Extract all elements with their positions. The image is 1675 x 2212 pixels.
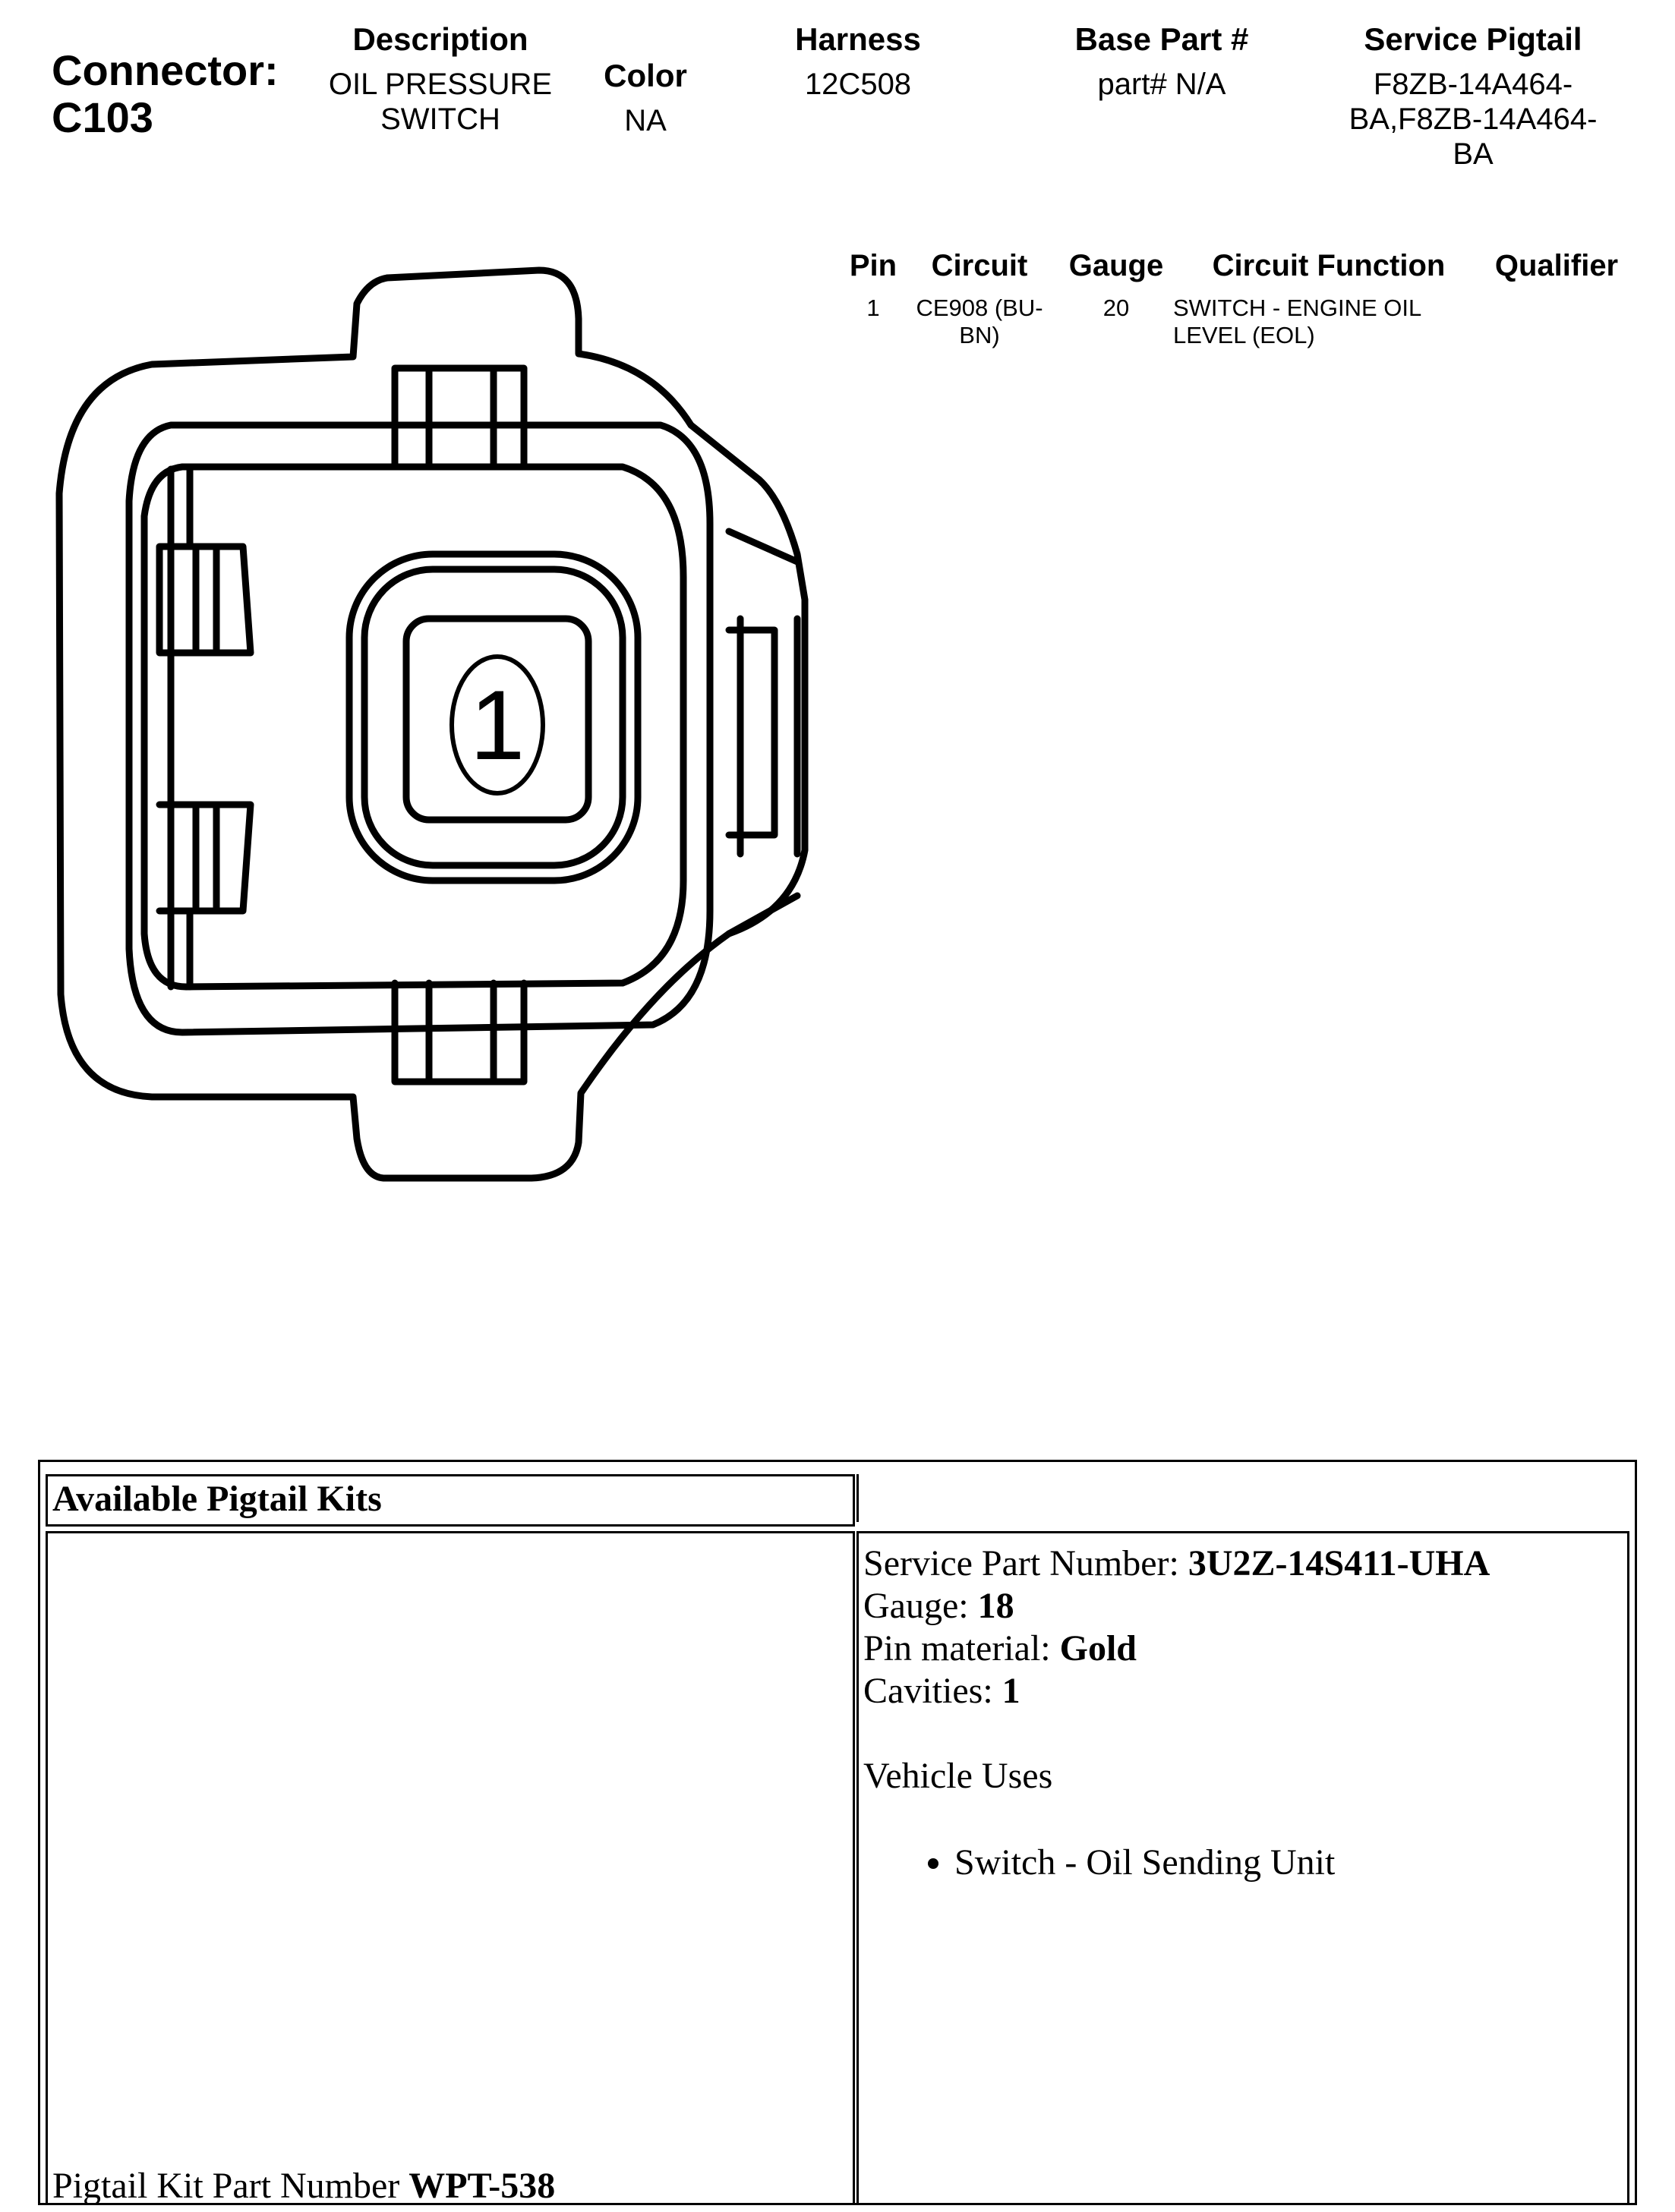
pin-cell: 1	[866, 295, 880, 321]
pigtail-kit-details	[859, 1533, 1627, 1884]
color-value: NA	[624, 104, 667, 137]
vehicle-uses-label: Vehicle Uses	[863, 1756, 1053, 1796]
circuit-cell: CE908 (BU- BN)	[916, 295, 1043, 348]
pigtail-kits-empty-cell	[856, 1474, 1627, 1522]
base-part-value: part# N/A	[1097, 68, 1226, 101]
connector-title	[52, 47, 279, 141]
circuit-function-header: Circuit Function	[1212, 249, 1446, 282]
pigtail-kit-part-value: WPT-538	[408, 2166, 556, 2206]
kit-gauge: Gauge: 18	[863, 1586, 1014, 1626]
qualifier-header: Qualifier	[1494, 249, 1619, 282]
connector-id: C103	[52, 93, 153, 141]
description-value: OIL PRESSURE SWITCH	[328, 68, 553, 136]
pin-header: Pin	[849, 249, 897, 282]
list-item: • Switch - Oil Sending Unit	[954, 1842, 1627, 1884]
circuit-header: Circuit	[931, 249, 1028, 282]
top-key	[395, 368, 429, 467]
gauge-cell: 20	[1102, 295, 1130, 321]
description-label: Description	[352, 21, 528, 57]
pigtail-kit-image-cell	[46, 1531, 855, 2206]
gauge-header: Gauge	[1068, 249, 1164, 282]
pigtail-kit-part-number: Pigtail Kit Part Number WPT-538	[52, 2166, 556, 2206]
connector-label: Connector:	[52, 46, 279, 94]
service-part-number: Service Part Number: 3U2Z-14S411-UHA	[863, 1543, 1490, 1583]
pigtail-kits-title-cell	[46, 1474, 855, 1527]
harness-label: Harness	[795, 21, 921, 57]
cavities: Cavities: 1	[863, 1671, 1020, 1711]
base-part-label: Base Part #	[1074, 21, 1249, 57]
right-rib	[740, 619, 797, 854]
service-pigtail-label: Service Pigtail	[1364, 21, 1582, 57]
color-label: Color	[604, 58, 687, 93]
circuit-function-cell: SWITCH - ENGINE OIL LEVEL (EOL)	[1173, 295, 1422, 348]
harness-value: 12C508	[804, 68, 912, 101]
pigtail-kits-title: Available Pigtail Kits	[52, 1479, 382, 1519]
connector-diagram	[46, 251, 843, 1207]
pin-1-label: 1	[469, 670, 525, 780]
pin-material: Pin material: Gold	[863, 1628, 1137, 1668]
vehicle-uses-list	[863, 1842, 1627, 1884]
service-pigtail-value: F8ZB-14A464- BA,F8ZB-14A464- BA	[1349, 68, 1598, 171]
bottom-key	[395, 983, 429, 1082]
pigtail-kit-details-cell	[856, 1531, 1629, 2203]
